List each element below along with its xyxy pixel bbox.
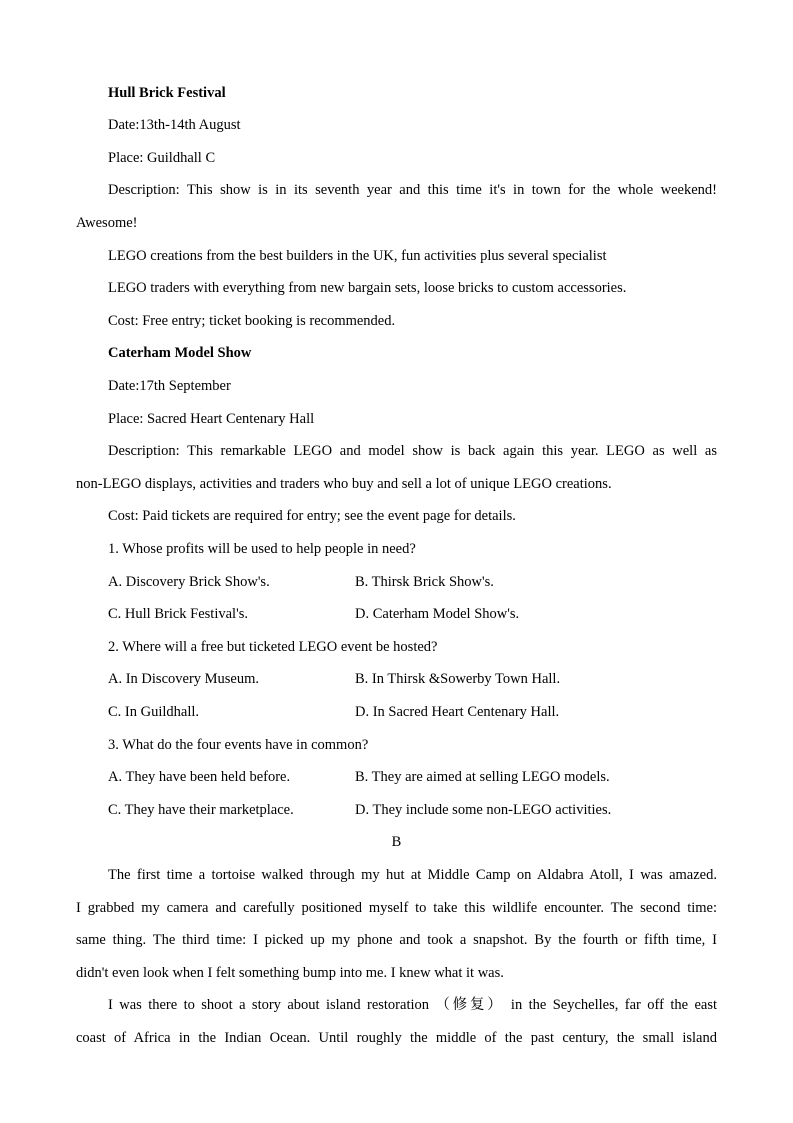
event-title: Caterham Model Show — [108, 345, 252, 361]
paragraph-line: The first time a tortoise walked through my hut at Middle Camp on Aldabra Atoll, I was amazed. — [108, 867, 717, 883]
question-stem: 3. What do the four events have in common? — [108, 737, 369, 753]
answer-option: C. They have their marketplace. — [108, 802, 294, 818]
answer-option: C. In Guildhall. — [108, 704, 200, 720]
event-date: Date:17th September — [108, 378, 231, 394]
section-heading: B — [391, 834, 402, 850]
event-description: non-LEGO displays, activities and traders who buy and sell a lot of unique LEGO creations. — [76, 476, 612, 492]
question-stem: 1. Whose profits will be used to help people in need? — [108, 541, 416, 557]
event-date: Date:13th-14th August — [108, 117, 241, 133]
answer-option: D. Caterham Model Show's. — [355, 606, 520, 622]
answer-option: B. Thirsk Brick Show's. — [355, 574, 494, 590]
event-description: Description: This remarkable LEGO and model show is back again this year. LEGO as well as — [108, 443, 717, 459]
event-place: Place: Guildhall C — [108, 150, 216, 166]
event-title: Hull Brick Festival — [108, 85, 226, 101]
answer-option: A. They have been held before. — [108, 769, 291, 785]
paragraph-line: I was there to shoot a story about island restoration （修复） in the Seychelles, far off the east — [108, 997, 717, 1013]
answer-option: D. In Sacred Heart Centenary Hall. — [355, 704, 560, 720]
event-description: Awesome! — [76, 215, 138, 231]
event-place: Place: Sacred Heart Centenary Hall — [108, 411, 315, 427]
event-description: LEGO traders with everything from new bargain sets, loose bricks to custom accessories. — [108, 280, 627, 296]
answer-option: A. Discovery Brick Show's. — [108, 574, 270, 590]
event-cost: Cost: Paid tickets are required for entry; see the event page for details. — [108, 508, 516, 524]
paragraph-line: coast of Africa in the Indian Ocean. Until roughly the middle of the past century, the small island — [76, 1030, 717, 1046]
answer-option: B. They are aimed at selling LEGO models. — [355, 769, 610, 785]
paragraph-line: same thing. The third time: I picked up my phone and took a snapshot. By the fourth or fifth time, I — [76, 932, 717, 948]
question-stem: 2. Where will a free but ticketed LEGO event be hosted? — [108, 639, 438, 655]
answer-option: D. They include some non-LEGO activities. — [355, 802, 612, 818]
event-description: LEGO creations from the best builders in the UK, fun activities plus several specialist — [108, 248, 607, 264]
event-cost: Cost: Free entry; ticket booking is recommended. — [108, 313, 396, 329]
event-description: Description: This show is in its seventh year and this time it's in town for the whole weekend! — [108, 182, 717, 198]
paragraph-line: I grabbed my camera and carefully positioned myself to take this wildlife encounter. The second time: — [76, 900, 717, 916]
answer-option: A. In Discovery Museum. — [108, 671, 260, 687]
answer-option: C. Hull Brick Festival's. — [108, 606, 248, 622]
answer-option: B. In Thirsk &Sowerby Town Hall. — [355, 671, 561, 687]
paragraph-line: didn't even look when I felt something bump into me. I knew what it was. — [76, 965, 504, 981]
